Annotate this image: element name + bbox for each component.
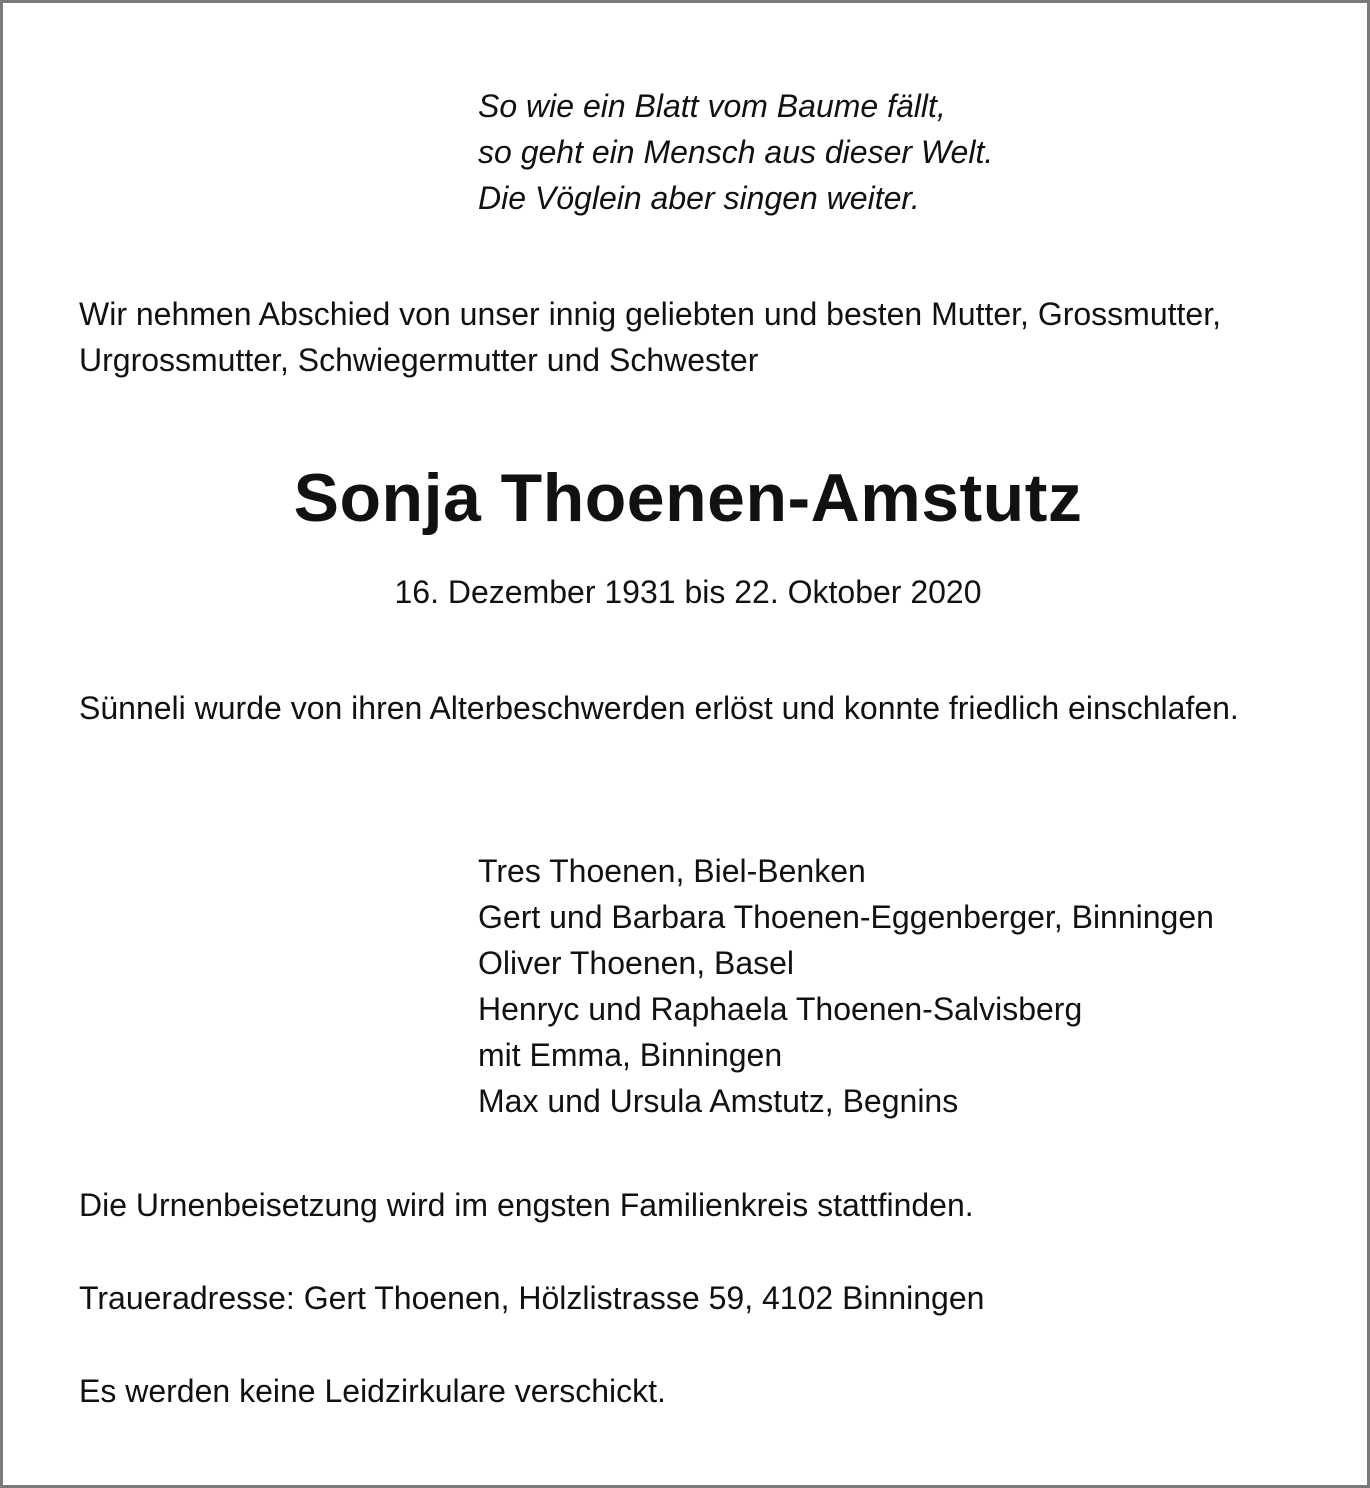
burial-notice: Die Urnenbeisetzung wird im engsten Familienkreis stattfinden. <box>79 1187 974 1223</box>
intro-text: Wir nehmen Abschied von unser innig geliebten und besten Mutter, Grossmutter, Urgrossmutter, Schwiegermutter und Schwester <box>79 296 1221 378</box>
life-dates: 16. Dezember 1931 bis 22. Oktober 2020 <box>394 574 982 610</box>
mourners-list <box>478 848 1214 1124</box>
mourner-entry: Tres Thoenen, Biel-Benken <box>478 853 866 889</box>
poem-line: So wie ein Blatt vom Baume fällt, <box>478 88 946 124</box>
mourner-entry: Gert und Barbara Thoenen-Eggenberger, Binningen <box>478 899 1214 935</box>
circulars-notice: Es werden keine Leidzirkulare verschickt. <box>79 1373 666 1409</box>
poem-line: Die Vöglein aber singen weiter. <box>478 180 920 216</box>
mourning-address: Traueradresse: Gert Thoenen, Hölzlistrasse 59, 4102 Binningen <box>79 1280 985 1316</box>
farewell-message: Sünneli wurde von ihren Alterbeschwerden erlöst und konnte friedlich einschlafen. <box>79 690 1239 726</box>
mourner-entry: Oliver Thoenen, Basel <box>478 945 795 981</box>
mourner-entry: Max und Ursula Amstutz, Begnins <box>478 1083 959 1119</box>
deceased-name: Sonja Thoenen-Amstutz <box>293 460 1083 536</box>
mourner-entry: Henryc und Raphaela Thoenen-Salvisberg <box>478 991 1083 1027</box>
poem <box>478 83 993 221</box>
poem-line: so geht ein Mensch aus dieser Welt. <box>478 134 994 170</box>
mourner-entry: mit Emma, Binningen <box>478 1037 783 1073</box>
